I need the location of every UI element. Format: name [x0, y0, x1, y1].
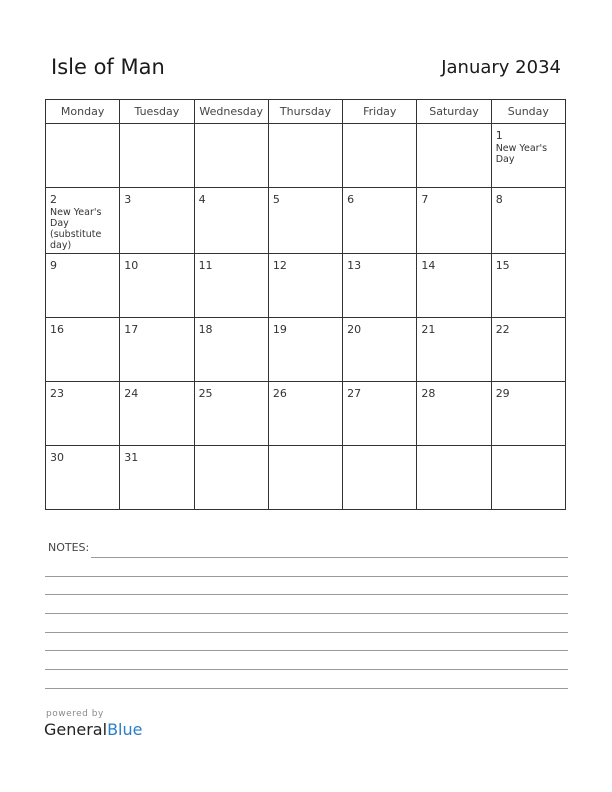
holiday-label: New Year's Day — [495, 143, 548, 165]
calendar-day-cell — [120, 124, 194, 188]
day-number: 1 — [495, 129, 503, 142]
day-number: 4 — [198, 193, 206, 206]
day-number: 7 — [421, 193, 429, 206]
calendar-day-cell — [417, 382, 491, 446]
calendar-day-cell — [46, 254, 120, 318]
day-number — [199, 448, 264, 451]
weekday-monday: Monday — [46, 100, 120, 124]
day-number — [421, 448, 486, 451]
calendar-day-cell — [194, 318, 268, 382]
brand-name-blue: Blue — [107, 720, 143, 739]
notes-line — [45, 688, 568, 689]
calendar-day-cell — [417, 124, 491, 188]
powered-by-text: powered by — [46, 709, 104, 719]
calendar-week-row — [46, 382, 566, 446]
calendar-day-cell — [491, 124, 565, 188]
day-number: 28 — [421, 387, 436, 400]
notes-line — [45, 613, 568, 614]
notes-line — [91, 557, 568, 558]
calendar-day-cell — [343, 254, 417, 318]
day-number: 25 — [198, 387, 213, 400]
day-number — [273, 448, 338, 451]
day-number — [347, 126, 412, 129]
brand-name-general: General — [44, 720, 108, 739]
calendar-body — [46, 124, 566, 510]
calendar-day-cell — [343, 446, 417, 510]
weekday-thursday: Thursday — [268, 100, 342, 124]
weekday-header-row — [46, 100, 566, 124]
calendar-day-cell — [120, 188, 194, 254]
calendar-day-cell — [120, 446, 194, 510]
day-number: 30 — [50, 451, 64, 464]
calendar-day-cell — [268, 382, 342, 446]
day-number: 21 — [421, 323, 436, 336]
notes-line — [45, 632, 568, 633]
calendar-day-cell — [417, 254, 491, 318]
calendar-day-cell — [194, 188, 268, 254]
day-number: 14 — [421, 259, 436, 272]
day-number: 10 — [124, 259, 139, 272]
calendar-day-cell — [343, 188, 417, 254]
notes-line — [45, 594, 568, 595]
calendar-day-cell — [268, 318, 342, 382]
day-number: 11 — [198, 259, 213, 272]
calendar-day-cell — [194, 124, 268, 188]
day-number: 18 — [198, 323, 213, 336]
day-number: 29 — [495, 387, 510, 400]
calendar-day-cell — [417, 188, 491, 254]
day-number — [496, 448, 561, 451]
calendar-week-row — [46, 124, 566, 188]
calendar-week-row — [46, 188, 566, 254]
day-number: 27 — [347, 387, 362, 400]
day-number: 31 — [124, 451, 139, 464]
day-number: 26 — [272, 387, 287, 400]
day-number: 6 — [347, 193, 355, 206]
day-number: 20 — [347, 323, 362, 336]
holiday-label: New Year's Day (substitute day) — [50, 207, 102, 251]
calendar-grid — [45, 99, 566, 510]
day-number: 15 — [495, 259, 510, 272]
calendar-day-cell — [491, 318, 565, 382]
day-number: 5 — [272, 193, 280, 206]
calendar-day-cell — [46, 318, 120, 382]
day-number — [347, 448, 412, 451]
calendar-day-cell — [46, 188, 120, 254]
calendar-day-cell — [491, 254, 565, 318]
calendar-day-cell — [343, 382, 417, 446]
calendar-day-cell — [120, 254, 194, 318]
calendar-day-cell — [194, 446, 268, 510]
notes-line — [45, 576, 568, 577]
notes-label: NOTES: — [48, 541, 90, 554]
day-number: 24 — [124, 387, 139, 400]
calendar-day-cell — [268, 446, 342, 510]
calendar-day-cell — [491, 188, 565, 254]
calendar-day-cell — [491, 446, 565, 510]
calendar-month-year: January 2034 — [441, 57, 561, 78]
day-number: 2 — [50, 193, 57, 206]
calendar-day-cell — [120, 382, 194, 446]
calendar-day-cell — [268, 124, 342, 188]
day-number: 16 — [50, 323, 64, 336]
calendar-day-cell — [343, 124, 417, 188]
calendar-day-cell — [46, 382, 120, 446]
calendar-day-cell — [417, 318, 491, 382]
notes-line — [45, 650, 568, 651]
day-number: 17 — [124, 323, 139, 336]
calendar-day-cell — [194, 382, 268, 446]
day-number — [124, 126, 189, 129]
day-number — [273, 126, 338, 129]
calendar-day-cell — [343, 318, 417, 382]
weekday-sunday: Sunday — [491, 100, 565, 124]
weekday-wednesday: Wednesday — [194, 100, 268, 124]
weekday-friday: Friday — [343, 100, 417, 124]
notes-line — [45, 669, 568, 670]
day-number: 3 — [124, 193, 132, 206]
day-number: 12 — [272, 259, 287, 272]
weekday-tuesday: Tuesday — [120, 100, 194, 124]
day-number: 19 — [272, 323, 287, 336]
day-number: 13 — [347, 259, 362, 272]
calendar-day-cell — [194, 254, 268, 318]
calendar-day-cell — [46, 124, 120, 188]
calendar-country-title: Isle of Man — [51, 55, 165, 79]
day-number: 23 — [50, 387, 64, 400]
calendar-day-cell — [268, 188, 342, 254]
calendar-day-cell — [268, 254, 342, 318]
calendar-day-cell — [120, 318, 194, 382]
day-number — [199, 126, 264, 129]
day-number — [421, 126, 486, 129]
calendar-day-cell — [46, 446, 120, 510]
calendar-week-row — [46, 318, 566, 382]
calendar-week-row — [46, 254, 566, 318]
calendar-day-cell — [491, 382, 565, 446]
brand-logo[interactable] — [44, 720, 142, 739]
calendar-week-row — [46, 446, 566, 510]
day-number: 9 — [50, 259, 57, 272]
calendar-day-cell — [417, 446, 491, 510]
day-number: 22 — [495, 323, 510, 336]
day-number: 8 — [495, 193, 503, 206]
weekday-saturday: Saturday — [417, 100, 491, 124]
day-number — [50, 126, 115, 129]
